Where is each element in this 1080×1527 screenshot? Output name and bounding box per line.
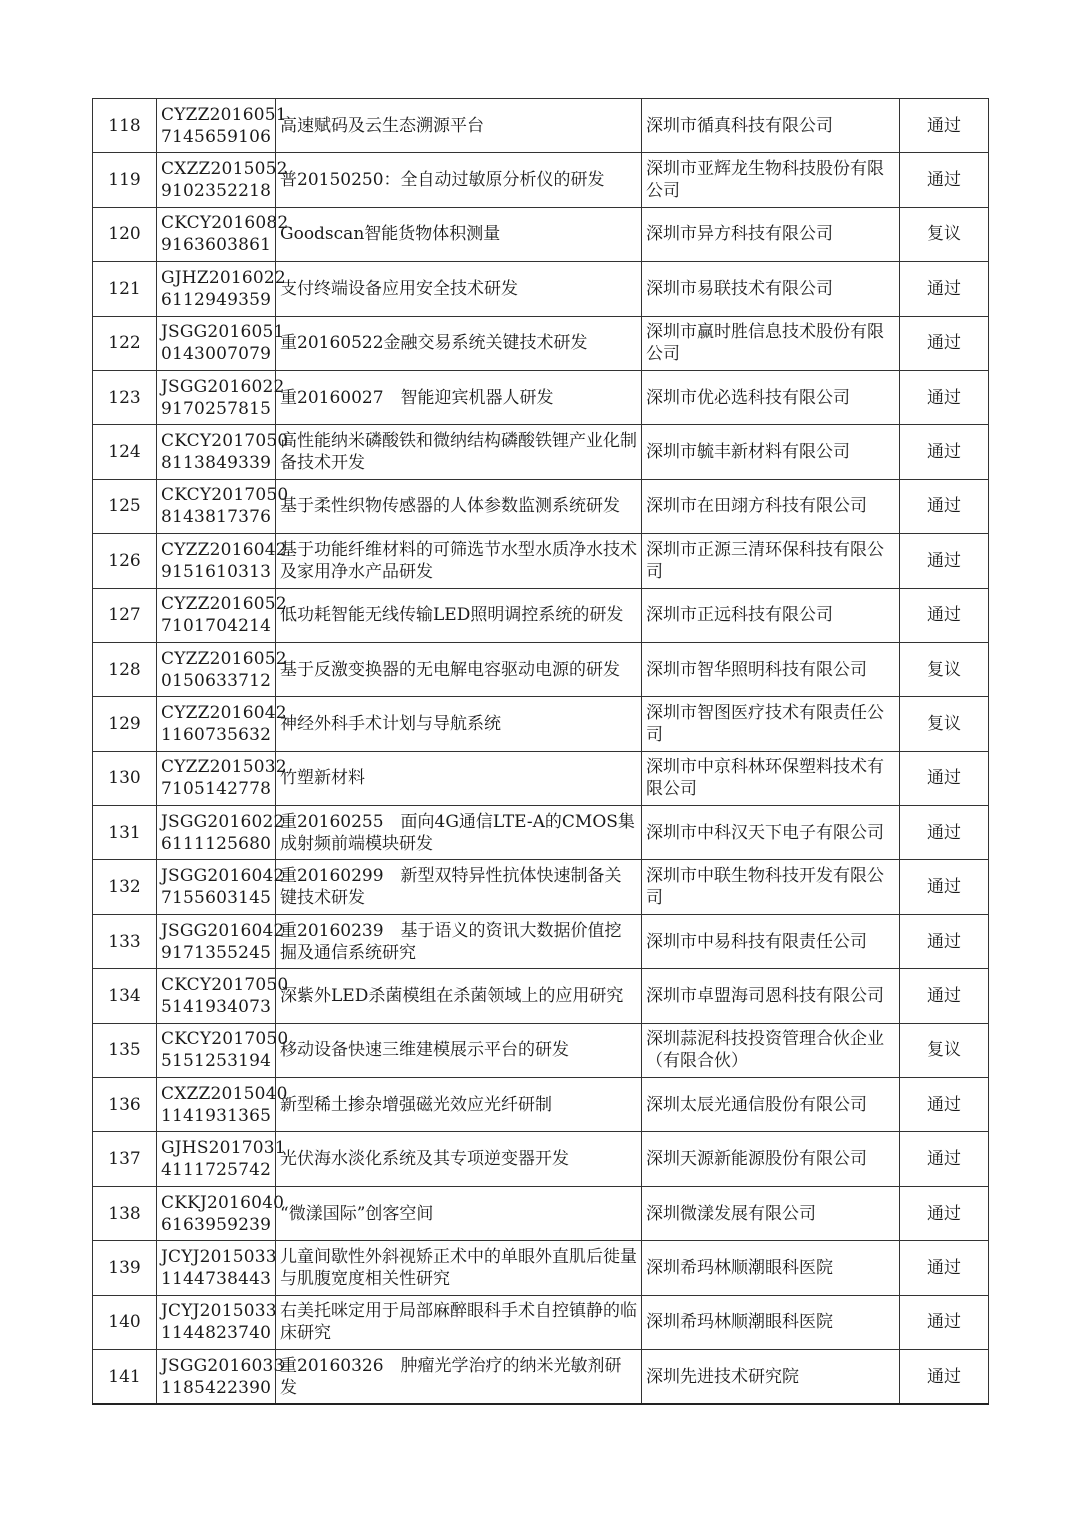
project-code (157, 860, 285, 914)
organization-name: 深圳市中京科林环保塑料技术有限公司 (642, 751, 900, 805)
project-code-line-2: 9163603861 (161, 235, 272, 256)
review-result: 复议 (900, 1023, 989, 1077)
project-code-line-1: JSGG2016022 (161, 811, 285, 832)
project-name: 支付终端设备应用安全技术研发 (276, 262, 642, 316)
project-code (157, 751, 287, 805)
row-number: 123 (93, 370, 157, 424)
project-code (157, 806, 285, 860)
project-code-line-2: 7155603145 (161, 888, 272, 909)
row-number: 124 (93, 425, 157, 479)
project-code-line-1: CKKJ2016040 (161, 1192, 285, 1213)
project-code-line-1: CXZZ2015040 (161, 1083, 288, 1104)
project-code-line-1: CKCY2017050 (161, 974, 289, 995)
project-code-line-2: 8113849339 (161, 453, 272, 474)
project-code-line-2: 8143817376 (161, 507, 272, 528)
table-row (93, 806, 989, 860)
table-row (93, 99, 989, 153)
project-code (157, 1241, 276, 1295)
table-row (93, 1295, 989, 1349)
review-result: 通过 (900, 479, 989, 533)
organization-name: 深圳市正源三清环保科技有限公司 (642, 534, 900, 588)
review-result: 通过 (900, 370, 989, 424)
project-code (157, 479, 289, 533)
project-code-line-2: 1141931365 (161, 1105, 272, 1126)
row-number: 132 (93, 860, 157, 914)
project-code-line-2: 1185422390 (161, 1377, 272, 1398)
organization-name: 深圳市中联生物科技开发有限公司 (642, 860, 900, 914)
project-name: 基于反激变换器的无电解电容驱动电源的研发 (276, 642, 642, 696)
table-row (93, 588, 989, 642)
organization-name: 深圳市中科汉天下电子有限公司 (642, 806, 900, 860)
organization-name: 深圳市正远科技有限公司 (642, 588, 900, 642)
project-code-line-1: GJHS2017031 (161, 1138, 286, 1159)
project-name: Goodscan智能货物体积测量 (276, 207, 642, 261)
project-code-line-1: CYZZ2015032 (161, 757, 287, 778)
project-name: 重20160027 智能迎宾机器人研发 (276, 370, 642, 424)
review-result: 通过 (900, 588, 989, 642)
project-code-line-1: CYZZ2016052 (161, 594, 287, 615)
project-code (157, 642, 287, 696)
table-row (93, 751, 989, 805)
document-page (92, 98, 961, 1405)
table-row (93, 1349, 989, 1404)
project-code-line-2: 9170257815 (161, 398, 272, 419)
row-number: 130 (93, 751, 157, 805)
project-name: 重20160255 面向4G通信LTE-A的CMOS集成射频前端模块研发 (276, 806, 642, 860)
table-row (93, 534, 989, 588)
project-code-line-2: 7145659106 (161, 126, 272, 147)
row-number: 118 (93, 99, 157, 153)
project-code (157, 1186, 285, 1240)
project-results-table (92, 98, 989, 1405)
project-code-line-1: JSGG2016042 (161, 920, 285, 941)
project-name: 普20150250：全自动过敏原分析仪的研发 (276, 153, 642, 207)
project-code-line-1: CXZZ2015052 (161, 159, 288, 180)
project-code (157, 588, 287, 642)
table-row (93, 262, 989, 316)
project-code (157, 697, 287, 751)
project-name: 重20160522金融交易系统关键技术研发 (276, 316, 642, 370)
project-code-line-1: CYZZ2016042 (161, 539, 287, 560)
organization-name: 深圳市易联技术有限公司 (642, 262, 900, 316)
organization-name: 深圳市赢时胜信息技术股份有限公司 (642, 316, 900, 370)
project-name: 重20160239 基于语义的资讯大数据价值挖掘及通信系统研究 (276, 914, 642, 968)
organization-name: 深圳市毓丰新材料有限公司 (642, 425, 900, 479)
organization-name: 深圳市卓盟海司恩科技有限公司 (642, 969, 900, 1023)
project-code (157, 153, 288, 207)
project-code (157, 316, 285, 370)
review-result: 通过 (900, 1132, 989, 1186)
row-number: 138 (93, 1186, 157, 1240)
project-name: 移动设备快速三维建模展示平台的研发 (276, 1023, 642, 1077)
project-code-line-1: JSGG2016042 (161, 866, 285, 887)
project-code (157, 1078, 288, 1132)
row-number: 121 (93, 262, 157, 316)
organization-name: 深圳先进技术研究院 (642, 1349, 900, 1404)
project-code-line-1: CKCY2017050 (161, 485, 289, 506)
project-code (157, 99, 287, 153)
project-code-line-2: 1144823740 (161, 1323, 272, 1344)
project-name: 低功耗智能无线传输LED照明调控系统的研发 (276, 588, 642, 642)
table-row (93, 425, 989, 479)
project-code (157, 370, 285, 424)
project-code-line-1: GJHZ2016022 (161, 267, 286, 288)
table-row (93, 370, 989, 424)
organization-name: 深圳市智华照明科技有限公司 (642, 642, 900, 696)
review-result: 通过 (900, 1241, 989, 1295)
organization-name: 深圳市智图医疗技术有限责任公司 (642, 697, 900, 751)
table-body (93, 99, 989, 1405)
project-code (157, 425, 289, 479)
project-code-line-1: CKCY2017050 (161, 431, 289, 452)
project-name: “微漾国际”创客空间 (276, 1186, 642, 1240)
project-code-line-1: JSGG2016051 (161, 322, 285, 343)
row-number: 134 (93, 969, 157, 1023)
organization-name: 深圳市异方科技有限公司 (642, 207, 900, 261)
row-number: 126 (93, 534, 157, 588)
organization-name: 深圳天源新能源股份有限公司 (642, 1132, 900, 1186)
project-name: 高性能纳米磷酸铁和微纳结构磷酸铁锂产业化制备技术开发 (276, 425, 642, 479)
table-row (93, 207, 989, 261)
row-number: 131 (93, 806, 157, 860)
row-number: 141 (93, 1349, 157, 1404)
table-row (93, 860, 989, 914)
review-result: 通过 (900, 316, 989, 370)
project-code-line-1: CKCY2016082 (161, 213, 289, 234)
project-name: 高速赋码及云生态溯源平台 (276, 99, 642, 153)
table-row (93, 1186, 989, 1240)
organization-name: 深圳太辰光通信股份有限公司 (642, 1078, 900, 1132)
project-name: 神经外科手术计划与导航系统 (276, 697, 642, 751)
project-code-line-2: 0143007079 (161, 344, 272, 365)
project-code-line-1: CYZZ2016052 (161, 648, 287, 669)
project-name: 基于功能纤维材料的可筛选节水型水质净水技术及家用净水产品研发 (276, 534, 642, 588)
review-result: 通过 (900, 860, 989, 914)
review-result: 通过 (900, 969, 989, 1023)
row-number: 133 (93, 914, 157, 968)
table-row (93, 479, 989, 533)
project-code-line-1: JSGG2016022 (161, 376, 285, 397)
row-number: 125 (93, 479, 157, 533)
project-code-line-1: CKCY2017050 (161, 1029, 289, 1050)
project-code-line-2: 9102352218 (161, 181, 272, 202)
table-row (93, 1241, 989, 1295)
organization-name: 深圳市在田翊方科技有限公司 (642, 479, 900, 533)
table-row (93, 1132, 989, 1186)
project-code (157, 534, 287, 588)
row-number: 135 (93, 1023, 157, 1077)
row-number: 127 (93, 588, 157, 642)
table-row (93, 1023, 989, 1077)
table-row (93, 914, 989, 968)
project-code-line-1: JSGG2016033 (161, 1355, 285, 1376)
row-number: 137 (93, 1132, 157, 1186)
project-name: 儿童间歇性外斜视矫正术中的单眼外直肌后徙量与肌腹宽度相关性研究 (276, 1241, 642, 1295)
row-number: 140 (93, 1295, 157, 1349)
project-code-line-2: 6163959239 (161, 1214, 272, 1235)
review-result: 通过 (900, 1186, 989, 1240)
table-row (93, 1078, 989, 1132)
row-number: 129 (93, 697, 157, 751)
project-name: 新型稀土掺杂增强磁光效应光纤研制 (276, 1078, 642, 1132)
review-result: 通过 (900, 1349, 989, 1404)
organization-name: 深圳市优必选科技有限公司 (642, 370, 900, 424)
table-row (93, 316, 989, 370)
table-row (93, 697, 989, 751)
project-name: 光伏海水淡化系统及其专项逆变器开发 (276, 1132, 642, 1186)
project-code-line-2: 4111725742 (161, 1160, 272, 1181)
project-name: 右美托咪定用于局部麻醉眼科手术自控镇静的临床研究 (276, 1295, 642, 1349)
project-code-line-2: 0150633712 (161, 670, 272, 691)
project-name: 深紫外LED杀菌模组在杀菌领域上的应用研究 (276, 969, 642, 1023)
project-name: 重20160299 新型双特异性抗体快速制备关键技术研发 (276, 860, 642, 914)
project-name: 基于柔性织物传感器的人体参数监测系统研发 (276, 479, 642, 533)
project-code-line-2: 1160735632 (161, 724, 272, 745)
organization-name: 深圳市亚辉龙生物科技股份有限公司 (642, 153, 900, 207)
review-result: 复议 (900, 207, 989, 261)
row-number: 128 (93, 642, 157, 696)
row-number: 136 (93, 1078, 157, 1132)
project-code-line-2: 7105142778 (161, 779, 272, 800)
project-code-line-1: JCYJ2015033 (161, 1301, 277, 1322)
review-result: 通过 (900, 153, 989, 207)
row-number: 122 (93, 316, 157, 370)
project-code-line-2: 7101704214 (161, 616, 272, 637)
project-name: 重20160326 肿瘤光学治疗的纳米光敏剂研发 (276, 1349, 642, 1404)
project-code-line-1: CYZZ2016051 (161, 104, 287, 125)
project-code-line-2: 6111125680 (161, 833, 272, 854)
review-result: 复议 (900, 697, 989, 751)
row-number: 119 (93, 153, 157, 207)
review-result: 通过 (900, 806, 989, 860)
project-code (157, 262, 286, 316)
review-result: 通过 (900, 534, 989, 588)
project-code-line-2: 9151610313 (161, 561, 272, 582)
organization-name: 深圳希玛林顺潮眼科医院 (642, 1241, 900, 1295)
organization-name: 深圳微漾发展有限公司 (642, 1186, 900, 1240)
review-result: 通过 (900, 425, 989, 479)
table-row (93, 969, 989, 1023)
review-result: 通过 (900, 1078, 989, 1132)
project-code (157, 1349, 285, 1404)
project-name: 竹塑新材料 (276, 751, 642, 805)
table-row (93, 642, 989, 696)
review-result: 通过 (900, 262, 989, 316)
review-result: 通过 (900, 99, 989, 153)
project-code (157, 1132, 286, 1186)
project-code (157, 207, 289, 261)
project-code-line-2: 5141934073 (161, 996, 272, 1017)
organization-name: 深圳市中易科技有限责任公司 (642, 914, 900, 968)
project-code-line-1: CYZZ2016042 (161, 702, 287, 723)
review-result: 通过 (900, 751, 989, 805)
project-code-line-2: 5151253194 (161, 1051, 272, 1072)
review-result: 通过 (900, 1295, 989, 1349)
project-code (157, 1023, 289, 1077)
project-code (157, 1295, 276, 1349)
project-code-line-1: JCYJ2015033 (161, 1246, 277, 1267)
project-code (157, 969, 289, 1023)
project-code-line-2: 6112949359 (161, 289, 272, 310)
review-result: 通过 (900, 914, 989, 968)
row-number: 139 (93, 1241, 157, 1295)
project-code-line-2: 1144738443 (161, 1268, 272, 1289)
organization-name: 深圳市循真科技有限公司 (642, 99, 900, 153)
organization-name: 深圳希玛林顺潮眼科医院 (642, 1295, 900, 1349)
review-result: 复议 (900, 642, 989, 696)
table-row (93, 153, 989, 207)
organization-name: 深圳蒜泥科技投资管理合伙企业（有限合伙） (642, 1023, 900, 1077)
project-code-line-2: 9171355245 (161, 942, 272, 963)
project-code (157, 914, 285, 968)
row-number: 120 (93, 207, 157, 261)
